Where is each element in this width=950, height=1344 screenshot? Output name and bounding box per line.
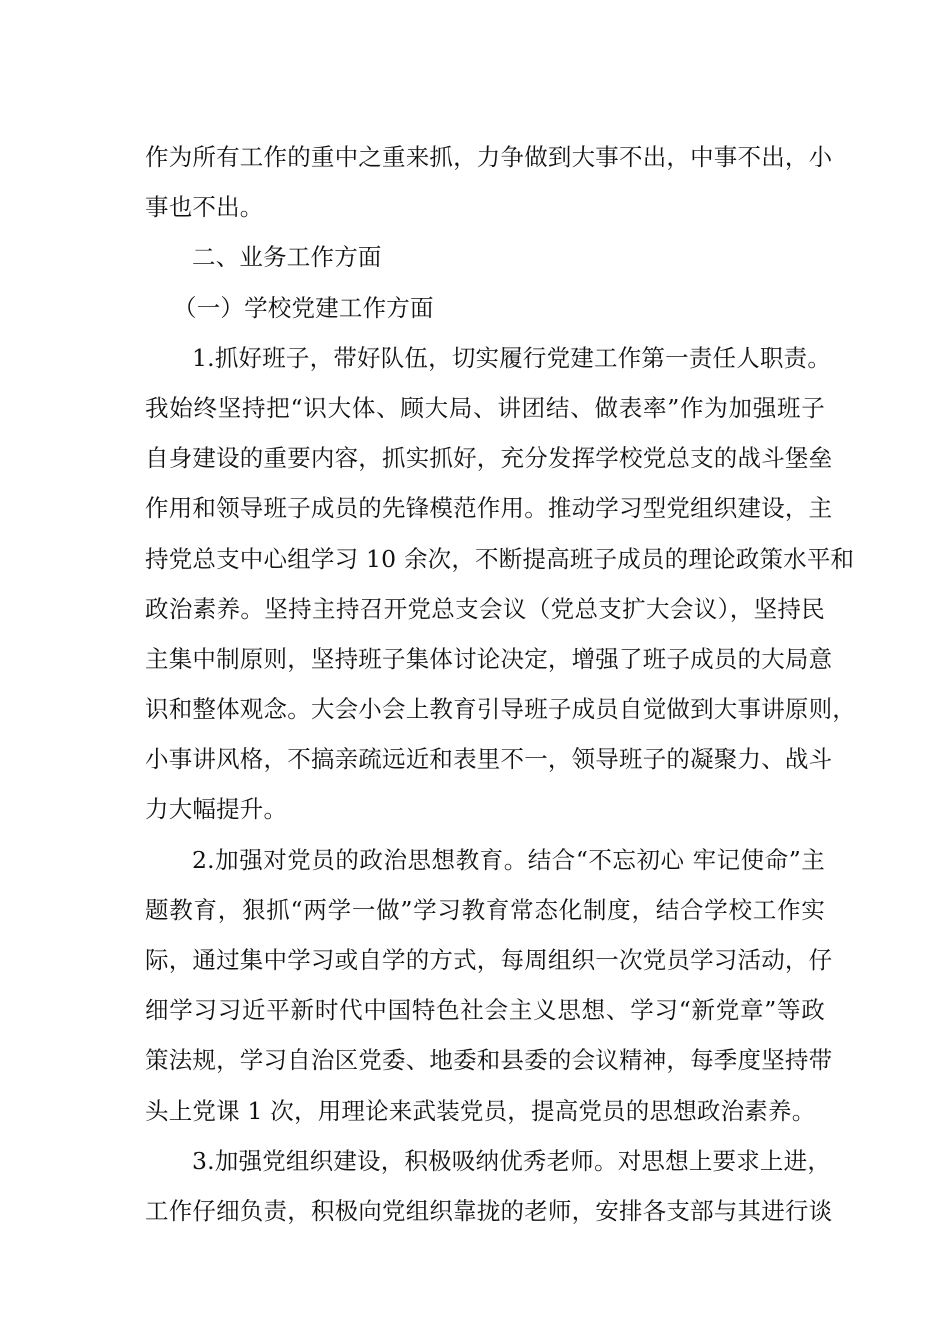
paragraph-first-line: 2.加强对党员的政治思想教育。结合“不忘初心 牢记使命”主: [192, 845, 825, 874]
text-line: 作为所有工作的重中之重来抓，力争做到大事不出，中事不出，小: [145, 143, 833, 171]
text-line: 力大幅提升。: [145, 795, 288, 824]
text-line: 持党总支中心组学习 10 余次，不断提高班子成员的理论政策水平和: [145, 544, 855, 573]
paragraph-first-line: 1.抓好班子，带好队伍，切实履行党建工作第一责任人职责。: [192, 343, 832, 372]
text-line: 主集中制原则，坚持班子集体讨论决定，增强了班子成员的大局意: [145, 644, 833, 673]
text-line: 作用和领导班子成员的先锋模范作用。推动学习型党组织建设，主: [145, 494, 833, 523]
text-line: 头上党课 1 次，用理论来武装党员，提高党员的思想政治素养。: [145, 1096, 816, 1125]
text-line: 识和整体观念。大会小会上教育引导班子成员自觉做到大事讲原则，: [145, 695, 856, 724]
text-line: 工作仔细负责，积极向党组织靠拢的老师，安排各支部与其进行谈: [145, 1196, 833, 1225]
text-line: 际，通过集中学习或自学的方式，每周组织一次党员学习活动，仔: [145, 946, 833, 974]
text-line: 细学习习近平新时代中国特色社会主义思想、学习“新党章”等政: [145, 996, 825, 1025]
text-line: 策法规，学习自治区党委、地委和县委的会议精神，每季度坚持带: [145, 1046, 833, 1075]
text-line: 题教育，狠抓“两学一做”学习教育常态化制度，结合学校工作实: [145, 895, 825, 924]
text-line: 政治素养。坚持主持召开党总支会议（党总支扩大会议），坚持民: [145, 594, 825, 623]
text-line: 自身建设的重要内容，抓实抓好，充分发挥学校党总支的战斗堡垒: [145, 444, 833, 473]
document-body: [145, 132, 856, 1236]
text-line: 我始终坚持把“识大体、顾大局、讲团结、做表率”作为加强班子: [145, 393, 825, 422]
section-heading: 二、业务工作方面: [192, 243, 382, 272]
subsection-heading: （一）学校党建工作方面: [173, 293, 434, 322]
text-line: 小事讲风格，不搞亲疏远近和表里不一，领导班子的凝聚力、战斗: [145, 745, 833, 774]
text-line: 事也不出。: [145, 193, 264, 222]
paragraph-first-line: 3.加强党组织建设，积极吸纳优秀老师。对思想上要求上进，: [192, 1146, 832, 1175]
